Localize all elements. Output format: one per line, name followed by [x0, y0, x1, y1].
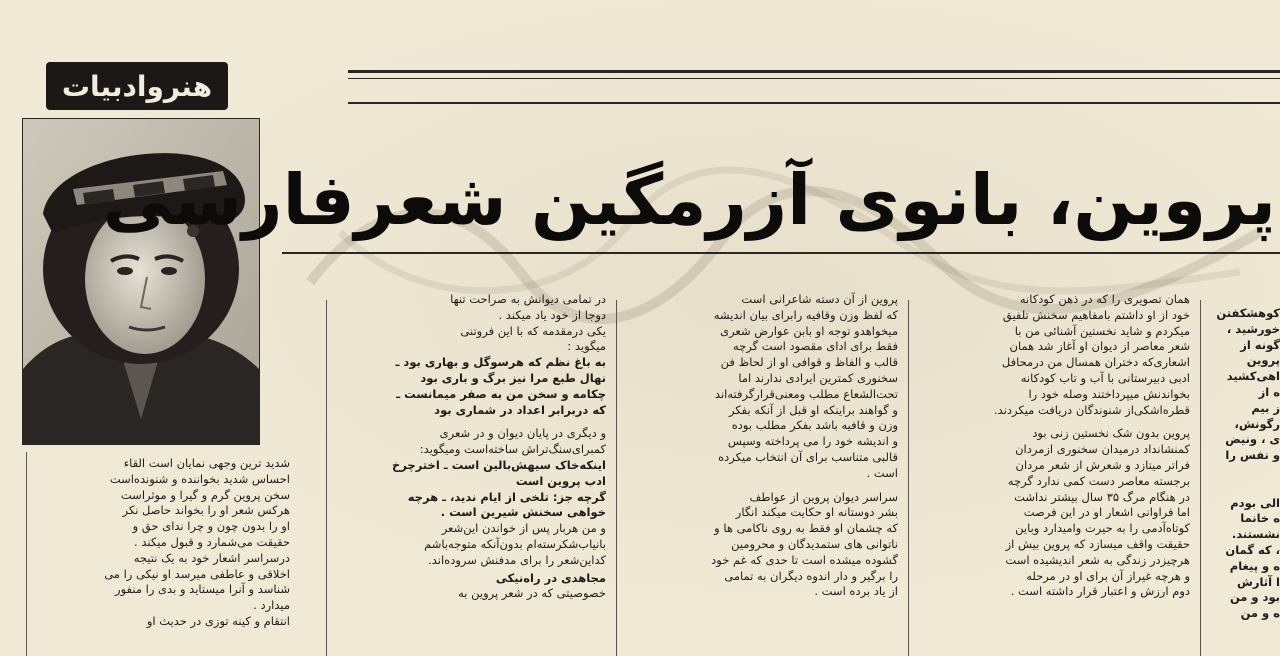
column-divider	[326, 300, 327, 656]
paragraph-fragment: خورشید ،	[1226, 321, 1280, 336]
paragraph-line: اخلاقی و عاطفی میرسد او نیکی را می	[104, 566, 290, 581]
paragraph-fragment: ه خانما	[1240, 511, 1280, 526]
paragraph-fragment: پروین	[1246, 353, 1280, 368]
paragraph-line: احساس شدید بخواننده و شنونده‌است	[109, 471, 290, 486]
paragraph-line: یکی درمقدمه که با این فروتنی	[460, 323, 606, 338]
paragraph-line: در هنگام مرگ ۳۵ سال بیشتر نداشت	[1014, 489, 1190, 504]
paragraph-line: از یاد برده است .	[814, 584, 898, 599]
article-column-3	[918, 292, 1190, 656]
paragraph-line: شعر معاصر از دیوان او آغاز شد همان	[1009, 339, 1190, 354]
paragraph-line: پروین از آن دسته شاعرانی است	[741, 292, 898, 306]
paragraph-fragment: ه از	[1258, 384, 1280, 399]
paragraph-line: ناتوانی های ستمدیدگان و محرومین	[731, 536, 898, 551]
paragraph-line: فراتر میتازد و شعرش از شعر مردان	[1015, 457, 1190, 472]
column-divider	[1200, 300, 1201, 656]
paragraph-line: کداین‌شعر را برای مدفنش سروده‌اند.	[428, 552, 606, 567]
paragraph-line: وزن و قافیه باشد بفکر مطلب بوده	[731, 418, 898, 433]
article-column-left	[32, 456, 290, 656]
paragraph-fragment: بود و من	[1229, 590, 1280, 605]
paragraph-line: هرچیزدر زندگی به شعر اندیشیده است	[1005, 552, 1190, 567]
poem-line: که دربرابر اعداد در شماری بود	[434, 402, 606, 417]
paragraph-line: هرکس شعر او را بخواند حاصل نکر	[122, 503, 290, 518]
paragraph-line: برجسته معاصر دست کمی ندارد گرچه	[1007, 473, 1190, 488]
paragraph-line: را برگیر و دار اندوه دیگران به تمامی	[724, 568, 898, 583]
article-column-1	[334, 292, 606, 656]
paragraph-line: بانیاب‌شکرسته‌ام بدون‌آنکه متوجه‌باشم	[424, 536, 606, 551]
column-divider	[908, 300, 909, 656]
paragraph-line: تحت‌الشعاع مطلب ومعنی‌قرار‌گرفته‌اند	[714, 386, 898, 401]
paragraph-line: ادبی دبیرستانی با آب و تاب کودکانه	[1020, 370, 1190, 385]
paragraph-line: کمبرای‌سنگ‌تراش ساخته‌است ومیگوید:	[419, 442, 606, 457]
paragraph-line: میخواهدو توجه او بابن عوارض شعری	[720, 323, 898, 338]
poem-line: ادب پروین است	[515, 473, 606, 488]
paragraph-line: و هرچه غیراز آن برای او در مرحله	[1026, 568, 1190, 583]
paragraph-fragment: و نفس را	[1225, 448, 1280, 463]
paragraph-line: است .	[866, 465, 898, 480]
paragraph-line: دوجا از خود یاد میکند .	[498, 307, 606, 322]
paragraph-fragment: ز بیم	[1251, 400, 1280, 415]
paragraph-line: کمنشانداد درمیدان سخنوری ازمردان	[1015, 442, 1190, 457]
paragraph-line: که لفظ وزن وقافیه رابرای بیان اندیشه	[713, 307, 898, 322]
paragraph-fragment: کوهشکفتن	[1216, 306, 1280, 320]
paragraph-line: که چشمان او فقط به روی ناکامی ها و	[714, 521, 898, 536]
paragraph-line: همان تصویری را که در ذهن کودکانه	[1019, 292, 1190, 306]
paragraph-line: شناسد و آنرا میستاید و بدی را منفور	[115, 582, 290, 597]
paragraph-line: سخن پروین گرم و گیرا و موثراست	[120, 487, 290, 502]
column-divider	[616, 300, 617, 656]
paragraph-line: قالب و الفاظ و قوافی او از لحاظ فن	[720, 355, 898, 370]
poem-line: چکامه و سخن من به صفر میمانست ـ	[396, 386, 606, 401]
poem-line: اینکه‌خاک سیهش‌بالین است ـ اخترچرخ	[391, 457, 606, 472]
paragraph-line: خود از او داشتم بامفاهیم سخنش تلفیق	[1002, 307, 1190, 322]
paragraph-line: حقیقت می‌شمارد و قبول میکند .	[134, 534, 290, 549]
paragraph-line: سخنوری کمترین ایرادی ندارند اما	[738, 370, 898, 385]
paragraph-line: دوم ارزش و اعتبار قرار داشته است .	[1010, 584, 1190, 599]
paragraph-line: بخواندنش میپرداختند وصله خود را	[1028, 386, 1190, 401]
section-label: هنروادبیات	[46, 62, 228, 110]
paragraph-line: و دیگری در پایان دیوان و در شعری	[439, 426, 606, 441]
paragraph-line: اشعاری‌که دختران همسال من درمحافل	[1001, 355, 1190, 370]
paragraph-line: کوتاه‌آدمی را به حیرت وامیدارد وباین	[1015, 521, 1190, 536]
article-column-edge	[1212, 306, 1280, 656]
subheading: مجاهدی در راه‌نیکی	[495, 570, 606, 585]
headline-underline	[282, 252, 1280, 254]
paragraph-fragment: رگونش،	[1234, 416, 1280, 431]
paragraph-fragment: اهی‌کشید	[1226, 369, 1280, 384]
paragraph-fragment: الی بودم	[1230, 495, 1280, 510]
paragraph-line: او را بدون چون و چرا ندای حق و	[132, 519, 290, 534]
poem-line: نهال طبع مرا نیز برگ و باری بود	[420, 370, 606, 385]
paragraph-fragment: ا آثارش	[1236, 574, 1280, 589]
paragraph-line: خصوصیتی که در شعر پروین به	[458, 586, 606, 601]
paragraph-line: اما فراوانی اشعار او در این فرصت	[1023, 505, 1190, 520]
paragraph-line: درسراسر اشعار خود به یک نتیجه	[133, 550, 290, 565]
paragraph-fragment: ه و پیغام	[1229, 558, 1280, 573]
paragraph-fragment	[1212, 464, 1280, 480]
paragraph-line: در تمامی دیوانش به صراحت تنها	[450, 292, 606, 306]
paragraph-fragment: نشستند.	[1231, 527, 1280, 542]
paragraph-fragment: ی ، ونیض	[1225, 432, 1280, 447]
poem-line: خواهی سخنش شیرین است .	[440, 505, 606, 520]
paragraph-fragment: ه و من	[1240, 606, 1280, 621]
paragraph-line: میدارد .	[253, 598, 290, 613]
paragraph-line: انتقام و کینه توزی در حدیث او	[146, 613, 290, 628]
paragraph-line: میکردم و شاید نخستین آشنائی من با	[1014, 323, 1190, 338]
paragraph-line: فقط برای ادای مقصود است گرچه	[733, 339, 898, 354]
paragraph-line: میگوید :	[567, 339, 606, 354]
top-rule-thin	[348, 78, 1280, 79]
paragraph-line: سراسر دیوان پروین از عواطف	[749, 489, 898, 504]
paragraph-line: قطره‌اشکی‌از شنوندگان دریافت میکردند.	[994, 402, 1190, 417]
paragraph-line: قالبی متناسب برای آن انتخاب میکرده	[718, 449, 898, 464]
paragraph-line: و گواهند براینکه او قبل از آنکه بفکر	[728, 402, 898, 417]
paragraph-fragment	[1212, 480, 1280, 496]
poem-line: به باغ نظم که هرسوگل و بهاری بود ـ	[395, 355, 606, 370]
paragraph-line: حقیقت واقف میسازد که پروین بیش از	[1005, 536, 1190, 551]
paragraph-line: و اندیشه خود را می پرداخته وسپس	[727, 434, 898, 449]
column-divider	[26, 452, 27, 656]
article-column-2	[626, 292, 898, 656]
poem-line: گرچه جز: تلخی از ایام ندید، ـ هرچه	[407, 489, 606, 504]
paragraph-line: و من هربار پس از خواندن این‌شعر	[441, 521, 606, 536]
paragraph-line: پروین بدون شک نخستین زنی بود	[1032, 426, 1190, 441]
header-rule	[348, 102, 1280, 104]
paragraph-fragment: گونه از	[1240, 337, 1280, 352]
article-headline: پروین، بانوی آزرمگین شعرفارسی	[102, 159, 1276, 241]
paragraph-fragment: ، که گمان	[1225, 542, 1280, 557]
top-rule	[348, 70, 1280, 73]
paragraph-line: شدید ترین وجهی نمایان است القاء	[123, 456, 290, 470]
paragraph-line: گشوده میشده است تا حدی که غم خود	[711, 552, 898, 567]
paragraph-line: بشر دوستانه او حکایت میکند انگار	[735, 505, 898, 520]
